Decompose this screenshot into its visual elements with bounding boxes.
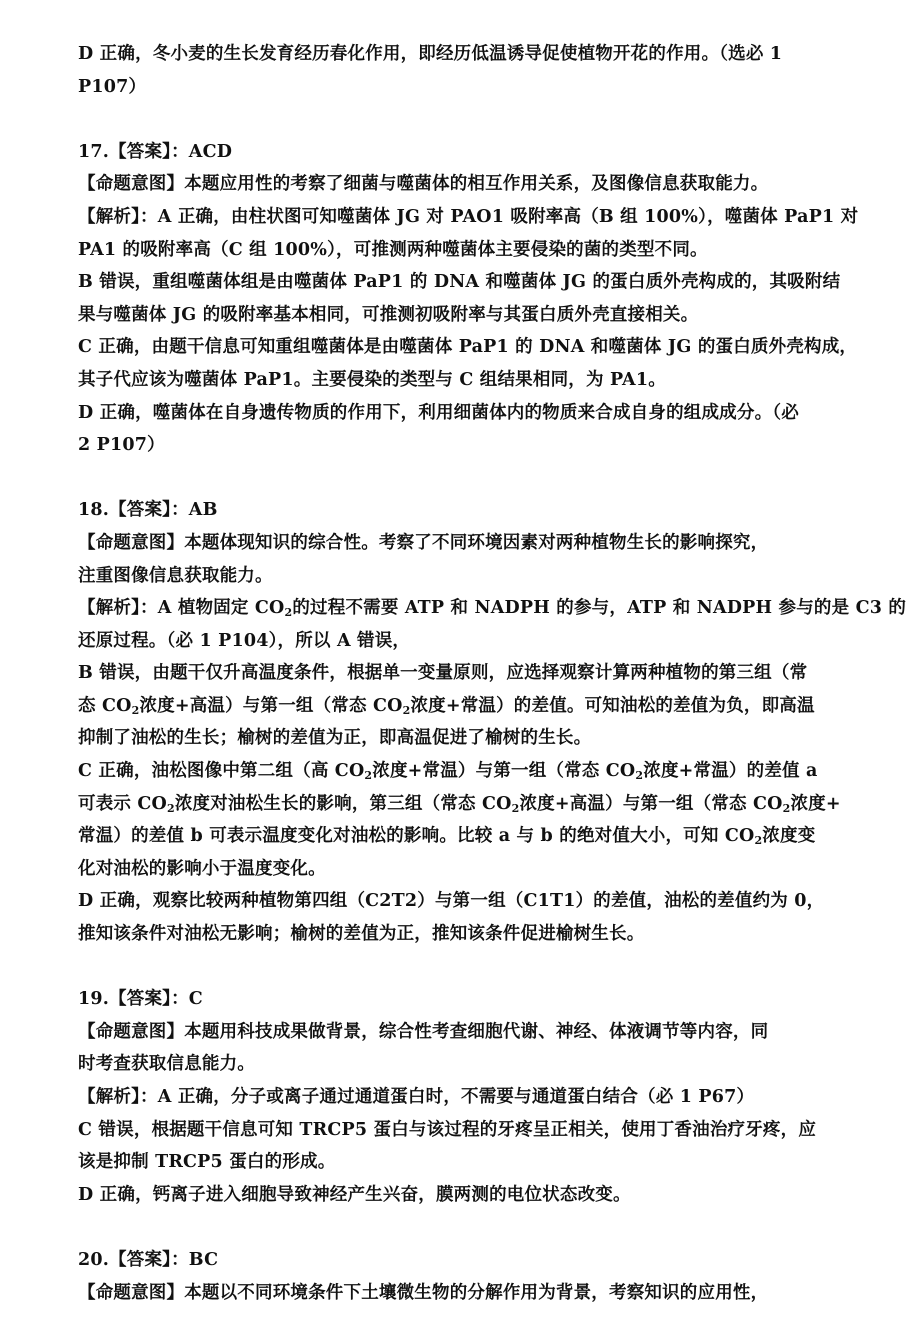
text-line: 时考查获取信息能力。: [78, 1054, 255, 1075]
text-line: P107）: [78, 76, 147, 97]
text-line: D 正确，观察比较两种植物第四组（C2T2）与第一组（C1T1）的差值，油松的差值约为 0，: [78, 891, 825, 912]
text-line: D 正确，钙离子进入细胞导致神经产生兴奋，膜两测的电位状态改变。: [78, 1184, 631, 1205]
text-line: C 正确，由题干信息可知重组噬菌体是由噬菌体 PaP1 的 DNA 和噬菌体 JG 的蛋白质外壳构成，: [78, 337, 858, 358]
text-line: 化对油松的影响小于温度变化。: [78, 858, 326, 879]
text-line: 【命题意图】本题以不同环境条件下土壤微生物的分解作用为背景，考察知识的应用性，: [78, 1282, 769, 1303]
text-line: C 错误，根据题干信息可知 TRCP5 蛋白与该过程的牙疼呈正相关，使用丁香油治疗牙疼，应: [78, 1119, 817, 1140]
text-line: 该是抑制 TRCP5 蛋白的形成。: [78, 1152, 336, 1173]
text-line: 其子代应该为噬菌体 PaP1。主要侵染的类型与 C 组结果相同，为 PA1。: [78, 369, 666, 390]
text-line: 19.【答案】：C: [78, 989, 203, 1010]
text-line: 【命题意图】本题应用性的考察了细菌与噬菌体的相互作用关系，及图像信息获取能力。: [78, 174, 769, 195]
text-line: 可表示 $CO_2$浓度对油松生长的影响，第三组（常态 $CO_2$浓度+高温）与第一组（常态 $CO_2$浓度+: [78, 793, 841, 815]
text-line: 【命题意图】本题用科技成果做背景，综合性考查细胞代谢、神经、体液调节等内容，同: [78, 1021, 769, 1042]
text-line: D 正确，冬小麦的生长发育经历春化作用，即经历低温诱导促使植物开花的作用。（选必 1: [78, 44, 783, 64]
text-line: 还原过程。（必 1 P104），所以 A 错误，: [78, 630, 411, 651]
text-line: 态 $CO_2$浓度+高温）与第一组（常态 $CO_2$浓度+常温）的差值。可知油松的差值为负，即高温: [78, 695, 815, 717]
paragraph-gap: [78, 462, 840, 495]
text-line: 常温）的差值 b 可表示温度变化对油松的影响。比较 a 与 b 的绝对值大小，可知 $CO_2$浓度变: [78, 826, 816, 848]
text-line: 17.【答案】：ACD: [78, 141, 233, 162]
text-line: 【解析】：A 植物固定 $CO_2$的过程不需要 ATP 和 NADPH 的参与，ATP 和 NADPH 参与的是 C3 的: [78, 598, 906, 620]
text-line: 18.【答案】：AB: [78, 500, 218, 521]
paragraph-gap: [78, 951, 840, 984]
text-line: 【命题意图】本题体现知识的综合性。考察了不同环境因素对两种植物生长的影响探究，: [78, 532, 769, 553]
paragraph-gap: [78, 1211, 840, 1244]
text-line: 果与噬菌体 JG 的吸附率基本相同，可推测初吸附率与其蛋白质外壳直接相关。: [78, 304, 699, 325]
text-line: B 错误，由题干仅升高温度条件，根据单一变量原则，应选择观察计算两种植物的第三组（常: [78, 663, 808, 684]
text-line: 注重图像信息获取能力。: [78, 565, 273, 586]
text-line: 【解析】：A 正确，由柱状图可知噬菌体 JG 对 PAO1 吸附率高（B 组 100%），噬菌体 PaP1 对: [78, 206, 859, 227]
text-line: 2 P107）: [78, 435, 165, 456]
text-line: D 正确，噬菌体在自身遗传物质的作用下，利用细菌体内的物质来合成自身的组成成分。（必: [78, 402, 799, 423]
text-line: 推知该条件对油松无影响；榆树的差值为正，推知该条件促进榆树生长。: [78, 924, 645, 945]
text-line: 20.【答案】：BC: [78, 1249, 219, 1270]
paragraph-gap: [78, 103, 840, 136]
text-line: PA1 的吸附率高（C 组 100%），可推测两种噬菌体主要侵染的菌的类型不同。: [78, 239, 708, 260]
text-line: C 正确，油松图像中第二组（高 $CO_2$浓度+常温）与第一组（常态 $CO_2$浓度+常温）的差值 a: [78, 761, 818, 783]
text-line: 【解析】：A 正确，分子或离子通过通道蛋白时，不需要与通道蛋白结合（必 1 P67）: [78, 1087, 755, 1107]
text-line: 抑制了油松的生长；榆树的差值为正，即高温促进了榆树的生长。: [78, 728, 592, 749]
text-line: B 错误，重组噬菌体组是由噬菌体 PaP1 的 DNA 和噬菌体 JG 的蛋白质外壳构成的，其吸附结: [78, 272, 841, 293]
